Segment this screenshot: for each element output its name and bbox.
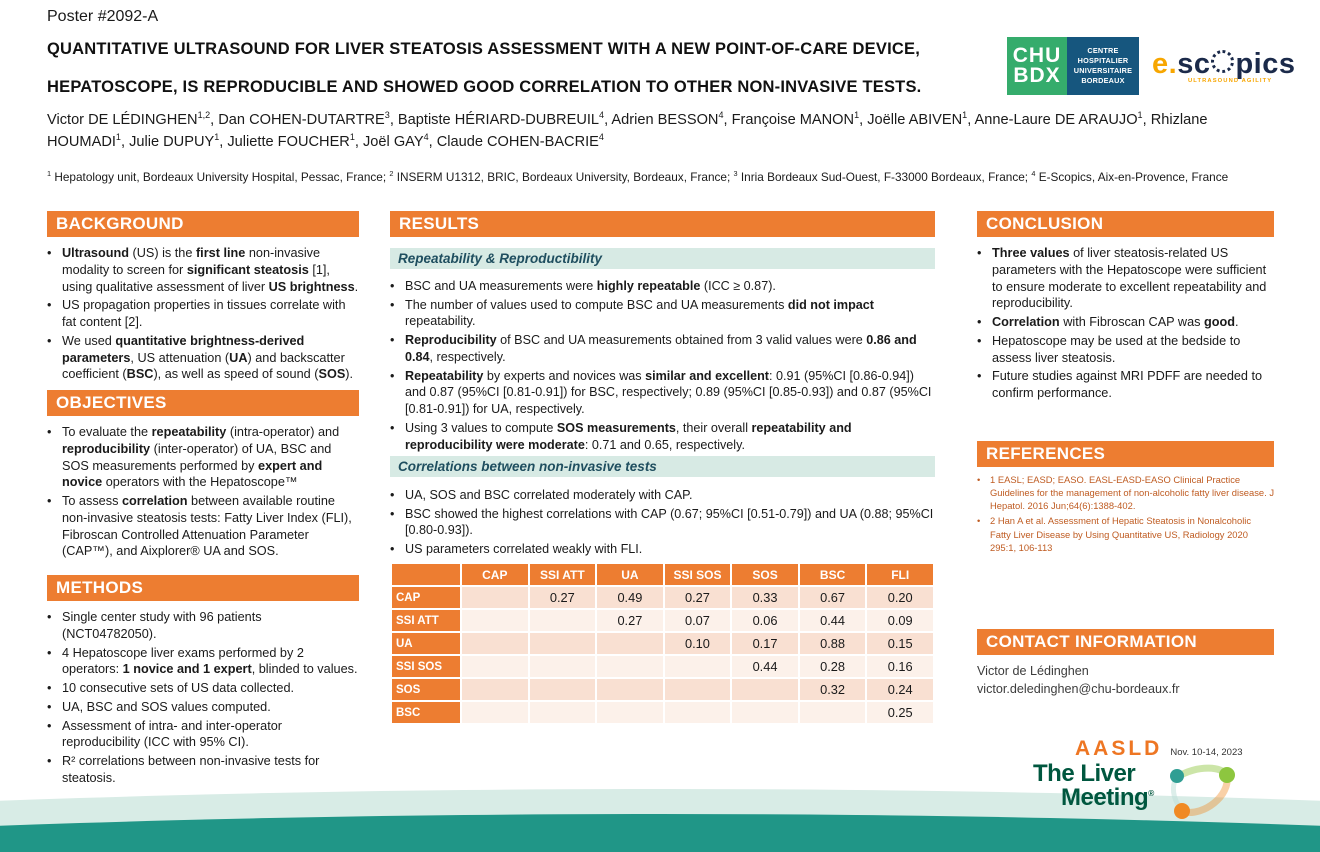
bullet-text: UA, SOS and BSC correlated moderately with CAP. — [405, 488, 693, 502]
bullet-item — [390, 506, 935, 539]
author-list: Victor DE LÉDINGHEN$^{1,2}$, Dan COHEN-DUTARTRE$^3$, Baptiste HÉRIARD-DUBREUIL$^4$, Adrien BESSON$^4$, Françoise MANON$^1$, Joëlle ABIVEN$^1$, Anne-Laure DE ARAUJO$^1$, Rhizlane HOUMADI$^1$, Julie DUPUY$^1$, Juliette FOUCHER$^1$, Joël GAY$^4$, Claude COHEN-BACRIE$^4$ — [47, 110, 1208, 150]
bullet-text: 10 consecutive sets of US data collected. — [62, 681, 295, 696]
bullet-item — [47, 699, 359, 716]
bullet-text: Assessment of intra- and inter-operator reproducibility (ICC with 95% CI). — [62, 718, 283, 750]
liver-meeting-lockup — [1033, 762, 1269, 824]
bullet-text: 2 Han A et al. Assessment of Hepatic Steatosis in Nonalcoholic Fatty Liver Disease by Using Quantitative US, Radiology 2020 295:1, 106-113 — [990, 515, 1252, 553]
affiliation-list: $^1$ Hepatology unit, Bordeaux University Hospital, Pessac, France; $^2$ INSERM U1312, BRIC, Bordeaux University, Bordeaux, France; $^3$ Inria Bordeaux Sud-Ouest, F-33000 Bordeaux, France; $^4$ E-Scopics, Aix-en-Provence, France — [47, 169, 1229, 184]
references-list — [977, 473, 1274, 556]
escopics-wordmark — [1152, 48, 1295, 81]
chu-abbr-line1: CHU — [1012, 44, 1062, 68]
table-cell — [596, 701, 664, 724]
bullet-dot: • — [47, 333, 52, 348]
table-cell: 0.49 — [596, 586, 664, 609]
table-cell — [664, 655, 732, 678]
table-cell — [529, 655, 597, 678]
table-row — [391, 632, 934, 655]
table-row-label: SOS — [391, 678, 461, 701]
bullet-item — [390, 487, 935, 504]
bullet-text: US propagation properties in tissues correlate with fat content [2]. — [62, 298, 346, 330]
bullet-dot: • — [390, 368, 395, 383]
table-cell — [664, 678, 732, 701]
escopics-tagline: ULTRASOUND AGILITY — [1188, 78, 1273, 84]
table-cell: 0.88 — [799, 632, 867, 655]
table-cell — [529, 701, 597, 724]
contact-name: Victor de Lédinghen — [977, 664, 1089, 678]
bullet-item — [390, 420, 935, 453]
table-row — [391, 609, 934, 632]
bullet-text: BSC and UA measurements were highly repeatable (ICC ≥ 0.87). — [405, 279, 776, 293]
bullet-dot: • — [390, 488, 395, 502]
bullet-dot: • — [47, 494, 52, 509]
table-column-header: SSI SOS — [664, 563, 732, 586]
table-cell — [596, 678, 664, 701]
section-conclusion-header: CONCLUSION — [977, 211, 1274, 237]
bullet-dot: • — [977, 315, 982, 330]
bullet-text: 4 Hepatoscope liver exams performed by 2 operators: 1 novice and 1 expert, blinded to values. — [62, 645, 358, 677]
section-results — [390, 211, 935, 237]
aasld-liver-meeting-logo — [1033, 737, 1269, 824]
bullet-text: The number of values used to compute BSC and UA measurements did not impact repeatability. — [405, 297, 874, 329]
section-background-header: BACKGROUND — [47, 211, 359, 237]
table-cell — [529, 678, 597, 701]
bullet-text: Correlation with Fibroscan CAP was good. — [992, 315, 1239, 330]
bullet-item — [977, 473, 1274, 512]
correlations-bullets — [390, 487, 935, 560]
escopics-logo — [1152, 48, 1295, 84]
bullet-dot: • — [977, 515, 981, 527]
conclusion-bullets — [977, 245, 1274, 404]
bullet-item — [390, 368, 935, 418]
table-cell: 0.27 — [664, 586, 732, 609]
methods-bullets — [47, 609, 359, 789]
bullet-item — [977, 245, 1274, 312]
table-cell: 0.16 — [866, 655, 934, 678]
bullet-text: UA, BSC and SOS values computed. — [62, 699, 271, 714]
bullet-text: To evaluate the repeatability (intra-operator) and reproducibility (inter-operator) of UA, BSC and SOS measurements performed by expert and novice operators with the Hepatoscope™ — [62, 425, 340, 490]
bullet-item — [47, 333, 359, 383]
section-background — [47, 211, 359, 237]
bullet-dot: • — [47, 754, 52, 769]
escopics-text-start: e. — [1152, 48, 1178, 80]
table-column-header: BSC — [799, 563, 867, 586]
table-cell — [799, 701, 867, 724]
table-cell: 0.27 — [596, 609, 664, 632]
table-cell: 0.15 — [866, 632, 934, 655]
table-cell: 0.20 — [866, 586, 934, 609]
table-cell — [731, 701, 799, 724]
bullet-dot: • — [47, 425, 52, 439]
table-cell: 0.24 — [866, 678, 934, 701]
bullet-item — [47, 680, 359, 697]
table-row — [391, 586, 934, 609]
table-row — [391, 678, 934, 701]
chu-name-line: UNIVERSITAIRE — [1073, 66, 1133, 75]
table-row — [391, 655, 934, 678]
section-objectives — [47, 390, 359, 416]
section-contact — [977, 629, 1274, 655]
table-cell: 0.10 — [664, 632, 732, 655]
bullet-dot: • — [390, 420, 395, 435]
bullet-dot: • — [47, 681, 52, 696]
bullet-item — [47, 753, 359, 787]
table-cell — [596, 632, 664, 655]
table-cell — [461, 586, 529, 609]
table-cell — [461, 678, 529, 701]
table-cell — [664, 701, 732, 724]
bullet-text: Using 3 values to compute SOS measurements, their overall repeatability and reproducibility were moderate: 0.71 and 0.65, respectively. — [405, 420, 852, 452]
bullet-item — [47, 424, 359, 491]
table-cell — [461, 655, 529, 678]
table-column-header: SSI ATT — [529, 563, 597, 586]
table-column-header — [391, 563, 461, 586]
table-cell — [596, 655, 664, 678]
bullet-dot: • — [390, 279, 395, 293]
bullet-text: We used quantitative brightness-derived parameters, US attenuation (UA) and backscatter coefficient (BSC), as well as speed of sound (SOS). — [62, 333, 354, 382]
bullet-text: Future studies against MRI PDFF are needed to confirm performance. — [992, 369, 1263, 401]
table-row — [391, 701, 934, 724]
table-row-label: BSC — [391, 701, 461, 724]
chu-abbr-line2: BDX — [1013, 64, 1061, 87]
bullet-dot: • — [47, 246, 52, 260]
poster-title-line2: HEPATOSCOPE, IS REPRODUCIBLE AND SHOWED GOOD CORRELATION TO OTHER NON-INVASIVE TESTS. — [47, 78, 922, 96]
bullet-dot: • — [47, 718, 52, 733]
table-cell: 0.33 — [731, 586, 799, 609]
table-cell: 0.06 — [731, 609, 799, 632]
table-cell: 0.17 — [731, 632, 799, 655]
bullet-text: BSC showed the highest correlations with CAP (0.67; 95%CI [0.51-0.79]) and UA (0.88; 95%CI [0.80-0.93]). — [405, 506, 934, 538]
table-column-header: UA — [596, 563, 664, 586]
bullet-item — [390, 297, 935, 330]
escopics-dotted-o-icon — [1211, 50, 1234, 73]
bullet-text: Ultrasound (US) is the first line non-invasive modality to screen for significant steatosis [1], using qualitative assessment of liver US brightness. — [62, 246, 359, 294]
table-cell: 0.28 — [799, 655, 867, 678]
table-cell: 0.67 — [799, 586, 867, 609]
objectives-bullets — [47, 424, 359, 562]
bullet-item — [390, 541, 935, 558]
bullet-text: Three values of liver steatosis-related US parameters with the Hepatoscope were sufficient to ensure moderate to excellent repeatability and reproducibility. — [992, 246, 1267, 311]
section-objectives-header: OBJECTIVES — [47, 390, 359, 416]
bullet-text: Repeatability by experts and novices was similar and excellent: 0.91 (95%CI [0.86-0.94]) and 0.87 (95%CI [0.81-0.91]) for BSC, respectively; 0.89 (95%CI [0.85-0.93]) and 0.87 (95%CI [0.81-0.91]) for UA, respectively. — [405, 368, 932, 417]
results-subheading-correlations: Correlations between non-invasive tests — [390, 456, 935, 477]
table-cell — [461, 632, 529, 655]
poster-title — [47, 40, 987, 97]
table-column-header: SOS — [731, 563, 799, 586]
table-cell: 0.09 — [866, 609, 934, 632]
bullet-item — [977, 314, 1274, 331]
liver-meeting-triangle-icon — [1160, 764, 1240, 824]
bullet-item — [390, 278, 935, 295]
bullet-text: R² correlations between non-invasive tests for steatosis. — [62, 754, 320, 785]
bullet-item — [390, 332, 935, 365]
background-bullets — [47, 245, 359, 385]
section-conclusion — [977, 211, 1274, 237]
bullet-text: Hepatoscope may be used at the bedside to assess liver steatosis. — [992, 333, 1241, 365]
correlation-table-container — [390, 562, 935, 725]
correlation-table — [390, 562, 935, 725]
bullet-text: 1 EASL; EASD; EASO. EASL-EASD-EASO Clinical Practice Guidelines for the management of non-alcoholic fatty liver disease. J Hepatol. 2016 Jun;64(6):1388-402. — [990, 474, 1275, 512]
table-cell — [461, 609, 529, 632]
bullet-dot: • — [977, 474, 981, 485]
bullet-item — [47, 645, 359, 679]
bullet-item — [47, 493, 359, 560]
table-row-label: UA — [391, 632, 461, 655]
escopics-text-end: pics — [1235, 48, 1296, 80]
chu-name-line: HOSPITALIER — [1077, 56, 1129, 66]
bullet-text: US parameters correlated weakly with FLI. — [405, 542, 643, 557]
registered-mark: ® — [1148, 788, 1154, 798]
table-cell — [731, 678, 799, 701]
bullet-item — [977, 368, 1274, 402]
contact-email: victor.deledinghen@chu-bordeaux.fr — [977, 681, 1180, 696]
bullet-dot: • — [47, 610, 52, 624]
poster-title-line1: QUANTITATIVE ULTRASOUND FOR LIVER STEATOSIS ASSESSMENT WITH A NEW POINT-OF-CARE DEVICE, — [47, 40, 920, 58]
table-cell — [529, 632, 597, 655]
chu-logo-abbr — [1007, 37, 1067, 95]
aasld-meeting-date: Nov. 10-14, 2023 — [1170, 747, 1243, 758]
bullet-item — [47, 718, 359, 752]
bullet-text: Single center study with 96 patients (NCT04782050). — [62, 610, 262, 641]
table-cell — [529, 609, 597, 632]
table-row-label: SSI SOS — [391, 655, 461, 678]
chu-name-line: CENTRE — [1087, 46, 1119, 56]
bullet-item — [47, 297, 359, 331]
table-column-header: FLI — [866, 563, 934, 586]
bullet-item — [977, 333, 1274, 367]
poster-number: Poster #2092-A — [47, 8, 159, 25]
liver-meeting-wordmark — [1033, 762, 1154, 810]
table-cell: 0.07 — [664, 609, 732, 632]
table-column-header: CAP — [461, 563, 529, 586]
bullet-item — [47, 609, 359, 643]
section-methods — [47, 575, 359, 601]
contact-block — [977, 663, 1274, 698]
bullet-dot: • — [390, 333, 395, 348]
table-cell: 0.44 — [731, 655, 799, 678]
chu-logo-name — [1067, 37, 1139, 95]
escopics-text-mid: sc — [1177, 48, 1211, 80]
bullet-dot: • — [47, 298, 52, 313]
bullet-dot: • — [47, 699, 52, 714]
aasld-name: AASLD — [1075, 737, 1163, 760]
section-contact-header: CONTACT INFORMATION — [977, 629, 1274, 655]
bullet-dot: • — [977, 333, 982, 348]
bullet-dot: • — [47, 645, 52, 660]
results-subheading-repeatability: Repeatability & Reproductibility — [390, 248, 935, 269]
section-results-header: RESULTS — [390, 211, 935, 237]
section-references-header: REFERENCES — [977, 441, 1274, 467]
repeatability-bullets — [390, 278, 935, 455]
bullet-item — [47, 245, 359, 295]
bullet-dot: • — [977, 246, 982, 260]
table-cell: 0.44 — [799, 609, 867, 632]
table-cell — [461, 701, 529, 724]
bullet-dot: • — [390, 542, 395, 557]
table-row-label: CAP — [391, 586, 461, 609]
liver-meeting-line1: The Liver — [1033, 760, 1136, 787]
liver-meeting-line2: Meeting® — [1061, 784, 1154, 811]
chu-bordeaux-logo — [1007, 37, 1139, 95]
section-methods-header: METHODS — [47, 575, 359, 601]
aasld-header-row — [1075, 737, 1269, 761]
bullet-dot: • — [390, 297, 395, 312]
table-cell: 0.27 — [529, 586, 597, 609]
chu-name-line: BORDEAUX — [1081, 75, 1125, 85]
bullet-dot: • — [390, 506, 395, 521]
table-row-label: SSI ATT — [391, 609, 461, 632]
bullet-dot: • — [977, 369, 982, 384]
bullet-item — [977, 514, 1274, 553]
table-header-row — [391, 563, 934, 586]
bullet-text: Reproducibility of BSC and UA measurements obtained from 3 valid values were 0.86 and 0.84, respectively. — [405, 333, 917, 364]
bullet-text: To assess correlation between available routine non-invasive steatosis tests: Fatty Liver Index (FLI), Fibroscan Controlled Attenuation Parameter (CAP™), and Aixplorer® UA and SOS. — [62, 494, 352, 559]
table-cell: 0.25 — [866, 701, 934, 724]
section-references — [977, 441, 1274, 467]
table-cell: 0.32 — [799, 678, 867, 701]
